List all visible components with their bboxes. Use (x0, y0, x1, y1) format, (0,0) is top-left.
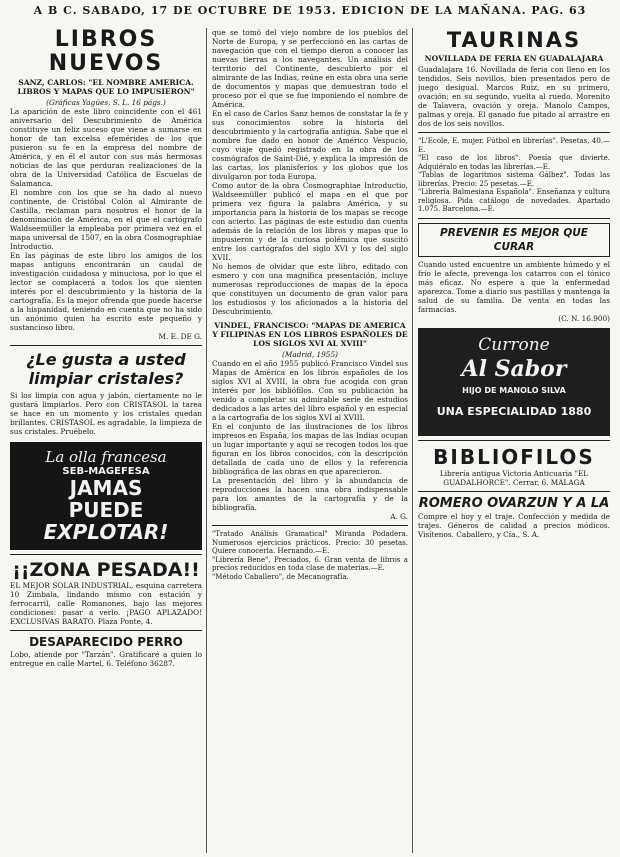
limpiar-title: ¿Le gusta a usted limpiar cristales? (26, 350, 186, 388)
divider (418, 440, 610, 441)
classified-item: "L'Ecole, E. mujer. Fútbol en librerías". Pesetas, 40.—E. (418, 137, 610, 154)
prevenir-signature: (C. N. 16.900) (558, 313, 610, 323)
libros-paragraph: El nombre con los que se ha dado al nuevo continente, de Cristóbal Colón al Almirante de Castilla, reclaman para nosotros el honor de la denominación de América, en el que el cartógrafo Waldseemüller la empleaba por primera vez en el mapa universal de 1507, en la obra Cosmographiae Introductio. (10, 188, 202, 251)
curro-line3: HIJO DE MANOLO SILVA (462, 385, 566, 395)
classified-item: "Librería Bene", Preciados, 6. Gran venta de libros a precios reducidos en toda clase de materias.—E. (212, 555, 408, 572)
biblio-text: Librería antigua Victoria Anticuaria "EL GUADALHORCE". Cerrar, 6. MALAGA (439, 468, 589, 487)
divider (212, 525, 408, 526)
article-paragraph: No hemos de olvidar que este libro, editado con esmero y con una magnífica presentación, incluye numerosas reproducciones de mapas de la época que constituyen un documento de gran valor para los estudiosos y los aficionados a la historia del Descubrimiento. (212, 262, 408, 316)
olla-line4: PUEDE (68, 498, 144, 522)
olla-line2: SEB-MAGEFESA (62, 466, 150, 477)
divider (10, 554, 202, 555)
olla-line3: JAMAS (69, 476, 143, 500)
classified-item: "Tratado Análisis Gramatical" Miranda Podadera. Numerosos ejercicios prácticos. Precio: 30 pesetas. Quiere conocerla. Hernando.—E. (212, 530, 408, 555)
classified-item: "Método Caballero", de Mecanografía. (212, 572, 349, 581)
curro-line1: Currone (478, 334, 550, 355)
taurinas-subtitle: NOVILLADA DE FERIA EN GUADALAJARA (424, 54, 604, 63)
biblio-title: BIBLIOFILOS (433, 444, 595, 469)
perro-title: DESAPARECIDO PERRO (29, 635, 183, 649)
libros-paragraph: En las páginas de este libro los amigos de los mapas antiguos encontrarán un caudal de investigación cuidadosa y minuciosa, por lo que el lector se complacerá a todos los que sienten interés por el descubrimiento y la historia de la cartografía. Es la mejor ofrenda que puede hacerse a la hispanidad, teniendo en cuenta que no ha sido un anónimo quien ha escrito este pequeño y sustancioso libro. (10, 251, 202, 332)
vindel-paragraph: La presentación del libro y la abundancia de reproducciones la hacen una obra indispensable para los amantes de la cartografía y de la bibliografía. (212, 476, 408, 512)
divider (10, 345, 202, 346)
divider (10, 630, 202, 631)
libros-subtitle: SANZ, CARLOS: "EL NOMBRE AMERICA. LIBROS Y MAPAS QUE LO IMPUSIERON" (17, 78, 195, 96)
taurinas-title: TAURINAS (446, 28, 582, 52)
divider (418, 132, 610, 133)
curro-line4: UNA ESPECIALIDAD 1880 (436, 404, 592, 418)
prevenir-text: Cuando usted encuentre un ambiente húmedo y el frío le afecte, prevenga los catarros con el tónico más eficaz. No espere a que la enfermedad aparezca. Tome a diario sus pastillas y mantenga la salud de su familia. De venta en todas las farmacias. (418, 259, 610, 314)
limpiar-text: Si los limpia con agua y jabón, ciertamente no le gustará limpiarlos. Pero con CRISTASOL la tarea se hace en un momento y los cristales quedan brillantes. CRISTASOL es agradable, la limpieza de sus cristales. Pruébelo. (10, 391, 202, 436)
libros-signature: M. E. DE G. (158, 332, 202, 341)
column-rule (206, 28, 207, 853)
classified-item: "Librería Balmesiana Española". Enseñanza y cultura religiosa. Pida catálogo de novedades. Apartado 1.075. Barcelona.—E. (418, 188, 610, 213)
divider (418, 491, 610, 492)
column-left (10, 28, 202, 668)
zona-title: ¡¡ZONA PESADA!! (12, 559, 200, 581)
article-paragraph: En el caso de Carlos Sanz hemos de constatar la fe y sus conocimientos sobre la historia del descubrimiento y la cartografía antigua. Sabe que el nombre fue dado en honor de Américo Vespucio, cuyo viaje quedó registrado en la obra de los cosmógrafos de Saint-Dié, y explica la impresión de las cartas, los planisferios y los globos que los divulgaron por toda Europa. (212, 109, 408, 181)
vindel-subtitle: VINDEL, FRANCISCO: "MAPAS DE AMERICA Y FILIPINAS EN LOS LIBROS ESPAÑOLES DE LOS SIGLOS XVI AL XVIII" (212, 321, 408, 348)
olla-line5: EXPLOTAR! (43, 520, 169, 544)
taurinas-text: Guadalajara 16. Novillada de feria con lleno en los tendidos. Seis novillos, bien presentados pero de juego desigual. Marcos Ruiz, en su primero, ovación; en su segundo, vuelta al ruedo. Morenito de Talavera, ovación y oreja. Manolo Campos, palmas y oreja. El ganado fue pitado al arrastre en dos de los seis novillos. (418, 65, 610, 128)
vindel-place: (Madrid, 1955) (282, 350, 338, 359)
classified-item: "El caso de los libros". Poesía que divierte. Adquiéralo en todas las librerías.—E. (418, 154, 610, 171)
prevenir-title: PREVENIR ES MEJOR QUE CURAR (418, 223, 610, 257)
vindel-paragraph: En el conjunto de las ilustraciones de los libros impresos en España, los mapas de las Indias ocupan un lugar importante y aquí se recogen todos los que figuran en los libros conocidos, con la descripción detallada de cada uno de ellos y la referencia bibliográfica de las obras en que aparecieron. (212, 422, 408, 476)
zona-text: EL MEJOR SOLAR INDUSTRIAL, esquina carretera 10 Zimbala, lindando mismo con estación y ferrocarril, calle Romanones, bajo las mejores condiciones: pasar a verlo. ¡PAGO APLAZADO! EXCLUSIVAS BARATO. Plaza Ponte, 4. (10, 581, 202, 626)
libros-place: (Gráficas Yagües, S. L. 16 págs.) (46, 98, 166, 107)
olla-line1: La olla francesa (45, 448, 167, 466)
column-rule (412, 28, 413, 853)
vindel-paragraph: Cuando en el año 1955 publicó Francisco Vindel sus Mapas de América en los libros españoles de los siglos XVI al XVIII, la obra fue acogida con gran interés por los bibliófilos. Con su publicación ha venido a completar su admirable serie de estudios dedicados a las artes del libro español y en especial a la cartografía de los siglos XVI al XVIII. (212, 359, 408, 422)
article-paragraph: que se tomó del viejo nombre de los pueblos del Norte de Europa, y se perfeccionó en las cartas de navegación que con el tiempo dieron a conocer las nuevas tierras a los navegantes. Un análisis del territorio del Continente, descubierto por el almirante de las Indias, reúne en esta obra una serie de documentos y mapas que demuestran todo el proceso por el que se fue imponiendo el nombre de América. (212, 28, 408, 109)
column-right (418, 28, 610, 539)
romero-title: ROMERO OVARZUN Y A LA (418, 495, 610, 511)
classified-item: "Tablas de logaritmos sistema Gálbez". Todas las librerías. Precio: 25 pesetas.—E. (418, 171, 610, 188)
curro-line2: Al Sabor (461, 355, 567, 382)
curro-ad (418, 328, 610, 436)
libros-title: LIBROS NUEVOS (48, 28, 164, 76)
olla-ad (10, 442, 202, 550)
romero-text: Compre el hoy y el traje. Confección y medida de trajes. Géneros de calidad a precios módicos. Visítenos. Caballero, y Cía., S. A. (418, 511, 610, 539)
libros-paragraph: La aparición de este libro coincidente con el 461 aniversario del Descubrimiento de América constituye un feliz suceso que viene a sumarse en honor de tan excelsa efemérides de los que pusieron su fe en la empresa del nombre de América, y en él el autor con sus más hermosas noticias de las que perduran realizaciones de la obra de la Universidad Católica de Escuelas de Salamanca. (10, 107, 202, 188)
vindel-signature: A. G. (390, 512, 408, 521)
article-paragraph: Como autor de la obra Cosmographiae Introductio, Waldseemüller publicó el mapa en el que por primera vez figura la palabra América, y su importancia para la historia de los mapas se recoge con acierto. Las páginas de este estudio dan cuenta además de la relación de los libros y mapas que lo impusieron y de la curiosa polémica que suscitó entre los cartógrafos del siglo XVI y los del siglo XVII. (212, 181, 408, 262)
perro-text: Lobo, atiende por "Tarzán". Gratificaré a quien lo entregue en calle Martel, 6. Teléfono 36287. (10, 650, 202, 668)
page-header: A B C. SABADO, 17 DE OCTUBRE DE 1953. EDICION DE LA MAÑANA. PAG. 63 (33, 4, 587, 17)
column-middle (212, 28, 408, 581)
divider (418, 218, 610, 219)
